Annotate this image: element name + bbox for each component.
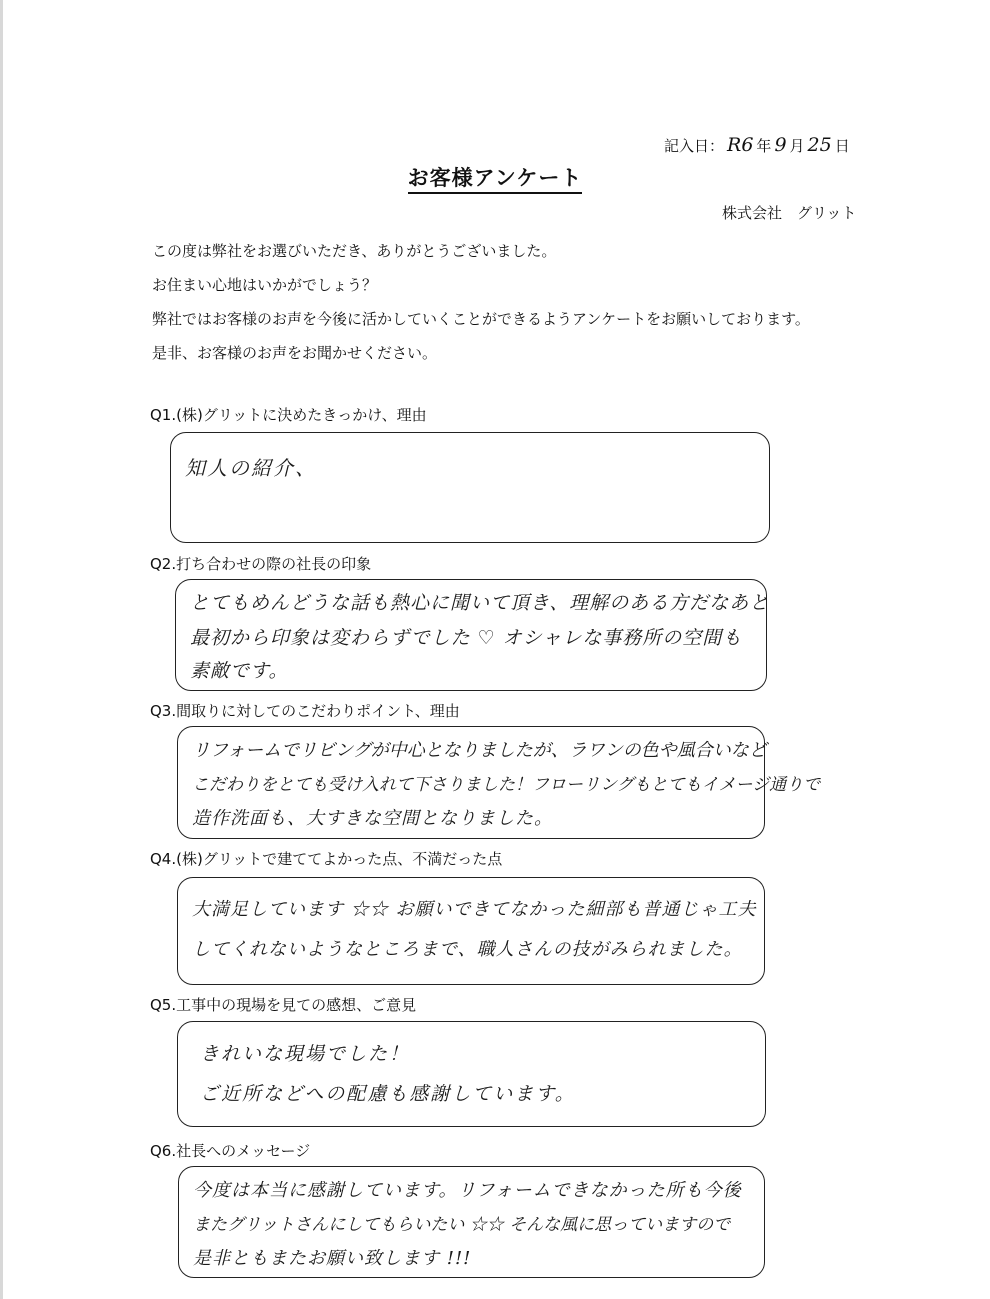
month-label: 月 (789, 137, 805, 155)
handwritten-answer: きれいな現場でした！ (200, 1043, 411, 1065)
intro-line: 是非、お客様のお声をお聞かせください。 (152, 344, 438, 362)
handwritten-answer: してくれないようなところまで、職人さんの技がみられました。 (192, 939, 743, 960)
answer-box (175, 579, 770, 691)
handwritten-answer: 素敵です。 (190, 660, 289, 682)
question-label: Q4.(株)グリットで建ててよかった点、不満だった点 (150, 850, 503, 868)
question-label: Q3.間取りに対してのこだわりポイント、理由 (150, 702, 460, 720)
date-day: 25 (807, 134, 832, 156)
company-name: 株式会社 グリット (722, 204, 857, 222)
date-month: 9 (774, 134, 787, 156)
handwritten-answer: とてもめんどうな話も熱心に聞いて頂き、理解のある方だなあと (190, 592, 770, 614)
handwritten-answer: 最初から印象は変わらずでした ♡ オシャレな事務所の空間も (190, 627, 743, 649)
intro-line: お住まい心地はいかがでしょう？ (152, 276, 378, 294)
intro-line: 弊社ではお客様のお声を今後に活かしていくことができるようアンケートをお願いしております。 (152, 310, 810, 328)
question-label: Q1.(株)グリットに決めたきっかけ、理由 (150, 406, 427, 424)
page-title: お客様アンケート (0, 162, 990, 192)
answer-box (178, 1166, 765, 1278)
date-label: 記入日： (664, 137, 725, 155)
answer-box (170, 432, 770, 543)
handwritten-answer: こだわりをとても受け入れて下さりました！フローリングもとてもイメージ通りで (192, 775, 821, 795)
handwritten-answer: 今度は本当に感謝しています。リフォームできなかった所も今後 (193, 1180, 742, 1201)
intro-line: この度は弊社をお選びいただき、ありがとうございました。 (152, 242, 557, 260)
intro-text (152, 234, 810, 370)
question-label: Q5.工事中の現場を見ての感想、ご意見 (150, 996, 417, 1014)
date-era: R6 (727, 134, 754, 156)
question-label: Q2.打ち合わせの際の社長の印象 (150, 555, 372, 573)
handwritten-answer: 是非ともまたお願い致します !!! (193, 1248, 472, 1269)
handwritten-answer: リフォームでリビングが中心となりましたが、ラワンの色や風合いなど (192, 740, 767, 761)
question-label: Q6.社長へのメッセージ (150, 1142, 311, 1160)
answer-box (177, 726, 821, 839)
entry-date (664, 134, 850, 156)
year-label: 年 (756, 137, 772, 155)
answer-box (177, 877, 765, 985)
handwritten-answer: 知人の紹介、 (185, 456, 317, 480)
day-label: 日 (834, 137, 850, 155)
handwritten-answer: 造作洗面も、大すきな空間となりました。 (192, 808, 553, 829)
handwritten-answer: 大満足しています ☆☆ お願いできてなかった細部も普通じゃ工夫 (192, 899, 757, 920)
handwritten-answer: またグリットさんにしてもらいたい ☆☆ そんな風に思っていますので (193, 1215, 731, 1235)
handwritten-answer: ご近所などへの配慮も感謝しています。 (200, 1083, 576, 1105)
answer-box (177, 1021, 766, 1127)
